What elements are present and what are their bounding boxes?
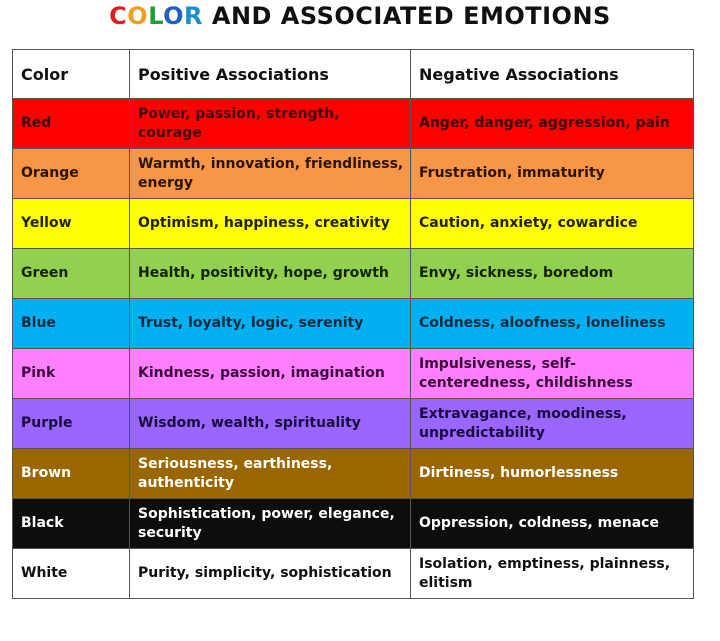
color-name-cell: Orange	[13, 149, 130, 199]
header-color: Color	[13, 50, 130, 99]
color-name-cell: Red	[13, 99, 130, 149]
color-name-cell: Brown	[13, 449, 130, 499]
title-letter: R	[184, 2, 204, 30]
title-letter: O	[127, 2, 149, 30]
negative-cell: Envy, sickness, boredom	[411, 249, 694, 299]
table-row	[13, 449, 694, 499]
color-name-cell: Yellow	[13, 199, 130, 249]
negative-cell: Extravagance, moodiness, unpredictability	[411, 399, 694, 449]
negative-cell: Anger, danger, aggression, pain	[411, 99, 694, 149]
negative-cell: Oppression, coldness, menace	[411, 499, 694, 549]
color-name-cell: Blue	[13, 299, 130, 349]
table-header-row	[13, 50, 694, 99]
negative-cell: Coldness, aloofness, loneliness	[411, 299, 694, 349]
positive-cell: Sophistication, power, elegance, security	[130, 499, 411, 549]
table-row	[13, 99, 694, 149]
positive-cell: Purity, simplicity, sophistication	[130, 549, 411, 599]
page-title	[0, 2, 720, 30]
table-row	[13, 199, 694, 249]
title-letter: O	[163, 2, 185, 30]
negative-cell: Frustration, immaturity	[411, 149, 694, 199]
title-rest: AND ASSOCIATED EMOTIONS	[203, 2, 611, 30]
table-row	[13, 149, 694, 199]
table-row	[13, 499, 694, 549]
negative-cell: Impulsiveness, self-centeredness, childishness	[411, 349, 694, 399]
table-row	[13, 249, 694, 299]
color-name-cell: Pink	[13, 349, 130, 399]
table-row	[13, 299, 694, 349]
title-letter: L	[148, 2, 164, 30]
header-positive: Positive Associations	[130, 50, 411, 99]
table-row	[13, 399, 694, 449]
table-row	[13, 349, 694, 399]
positive-cell: Seriousness, earthiness, authenticity	[130, 449, 411, 499]
negative-cell: Caution, anxiety, cowardice	[411, 199, 694, 249]
positive-cell: Power, passion, strength, courage	[130, 99, 411, 149]
title-letter: C	[109, 2, 128, 30]
negative-cell: Dirtiness, humorlessness	[411, 449, 694, 499]
positive-cell: Warmth, innovation, friendliness, energy	[130, 149, 411, 199]
negative-cell: Isolation, emptiness, plainness, elitism	[411, 549, 694, 599]
color-name-cell: White	[13, 549, 130, 599]
positive-cell: Wisdom, wealth, spirituality	[130, 399, 411, 449]
positive-cell: Health, positivity, hope, growth	[130, 249, 411, 299]
color-name-cell: Purple	[13, 399, 130, 449]
color-name-cell: Black	[13, 499, 130, 549]
table-row	[13, 549, 694, 599]
positive-cell: Optimism, happiness, creativity	[130, 199, 411, 249]
color-emotion-table	[12, 49, 694, 599]
positive-cell: Trust, loyalty, logic, serenity	[130, 299, 411, 349]
color-name-cell: Green	[13, 249, 130, 299]
header-negative: Negative Associations	[411, 50, 694, 99]
positive-cell: Kindness, passion, imagination	[130, 349, 411, 399]
